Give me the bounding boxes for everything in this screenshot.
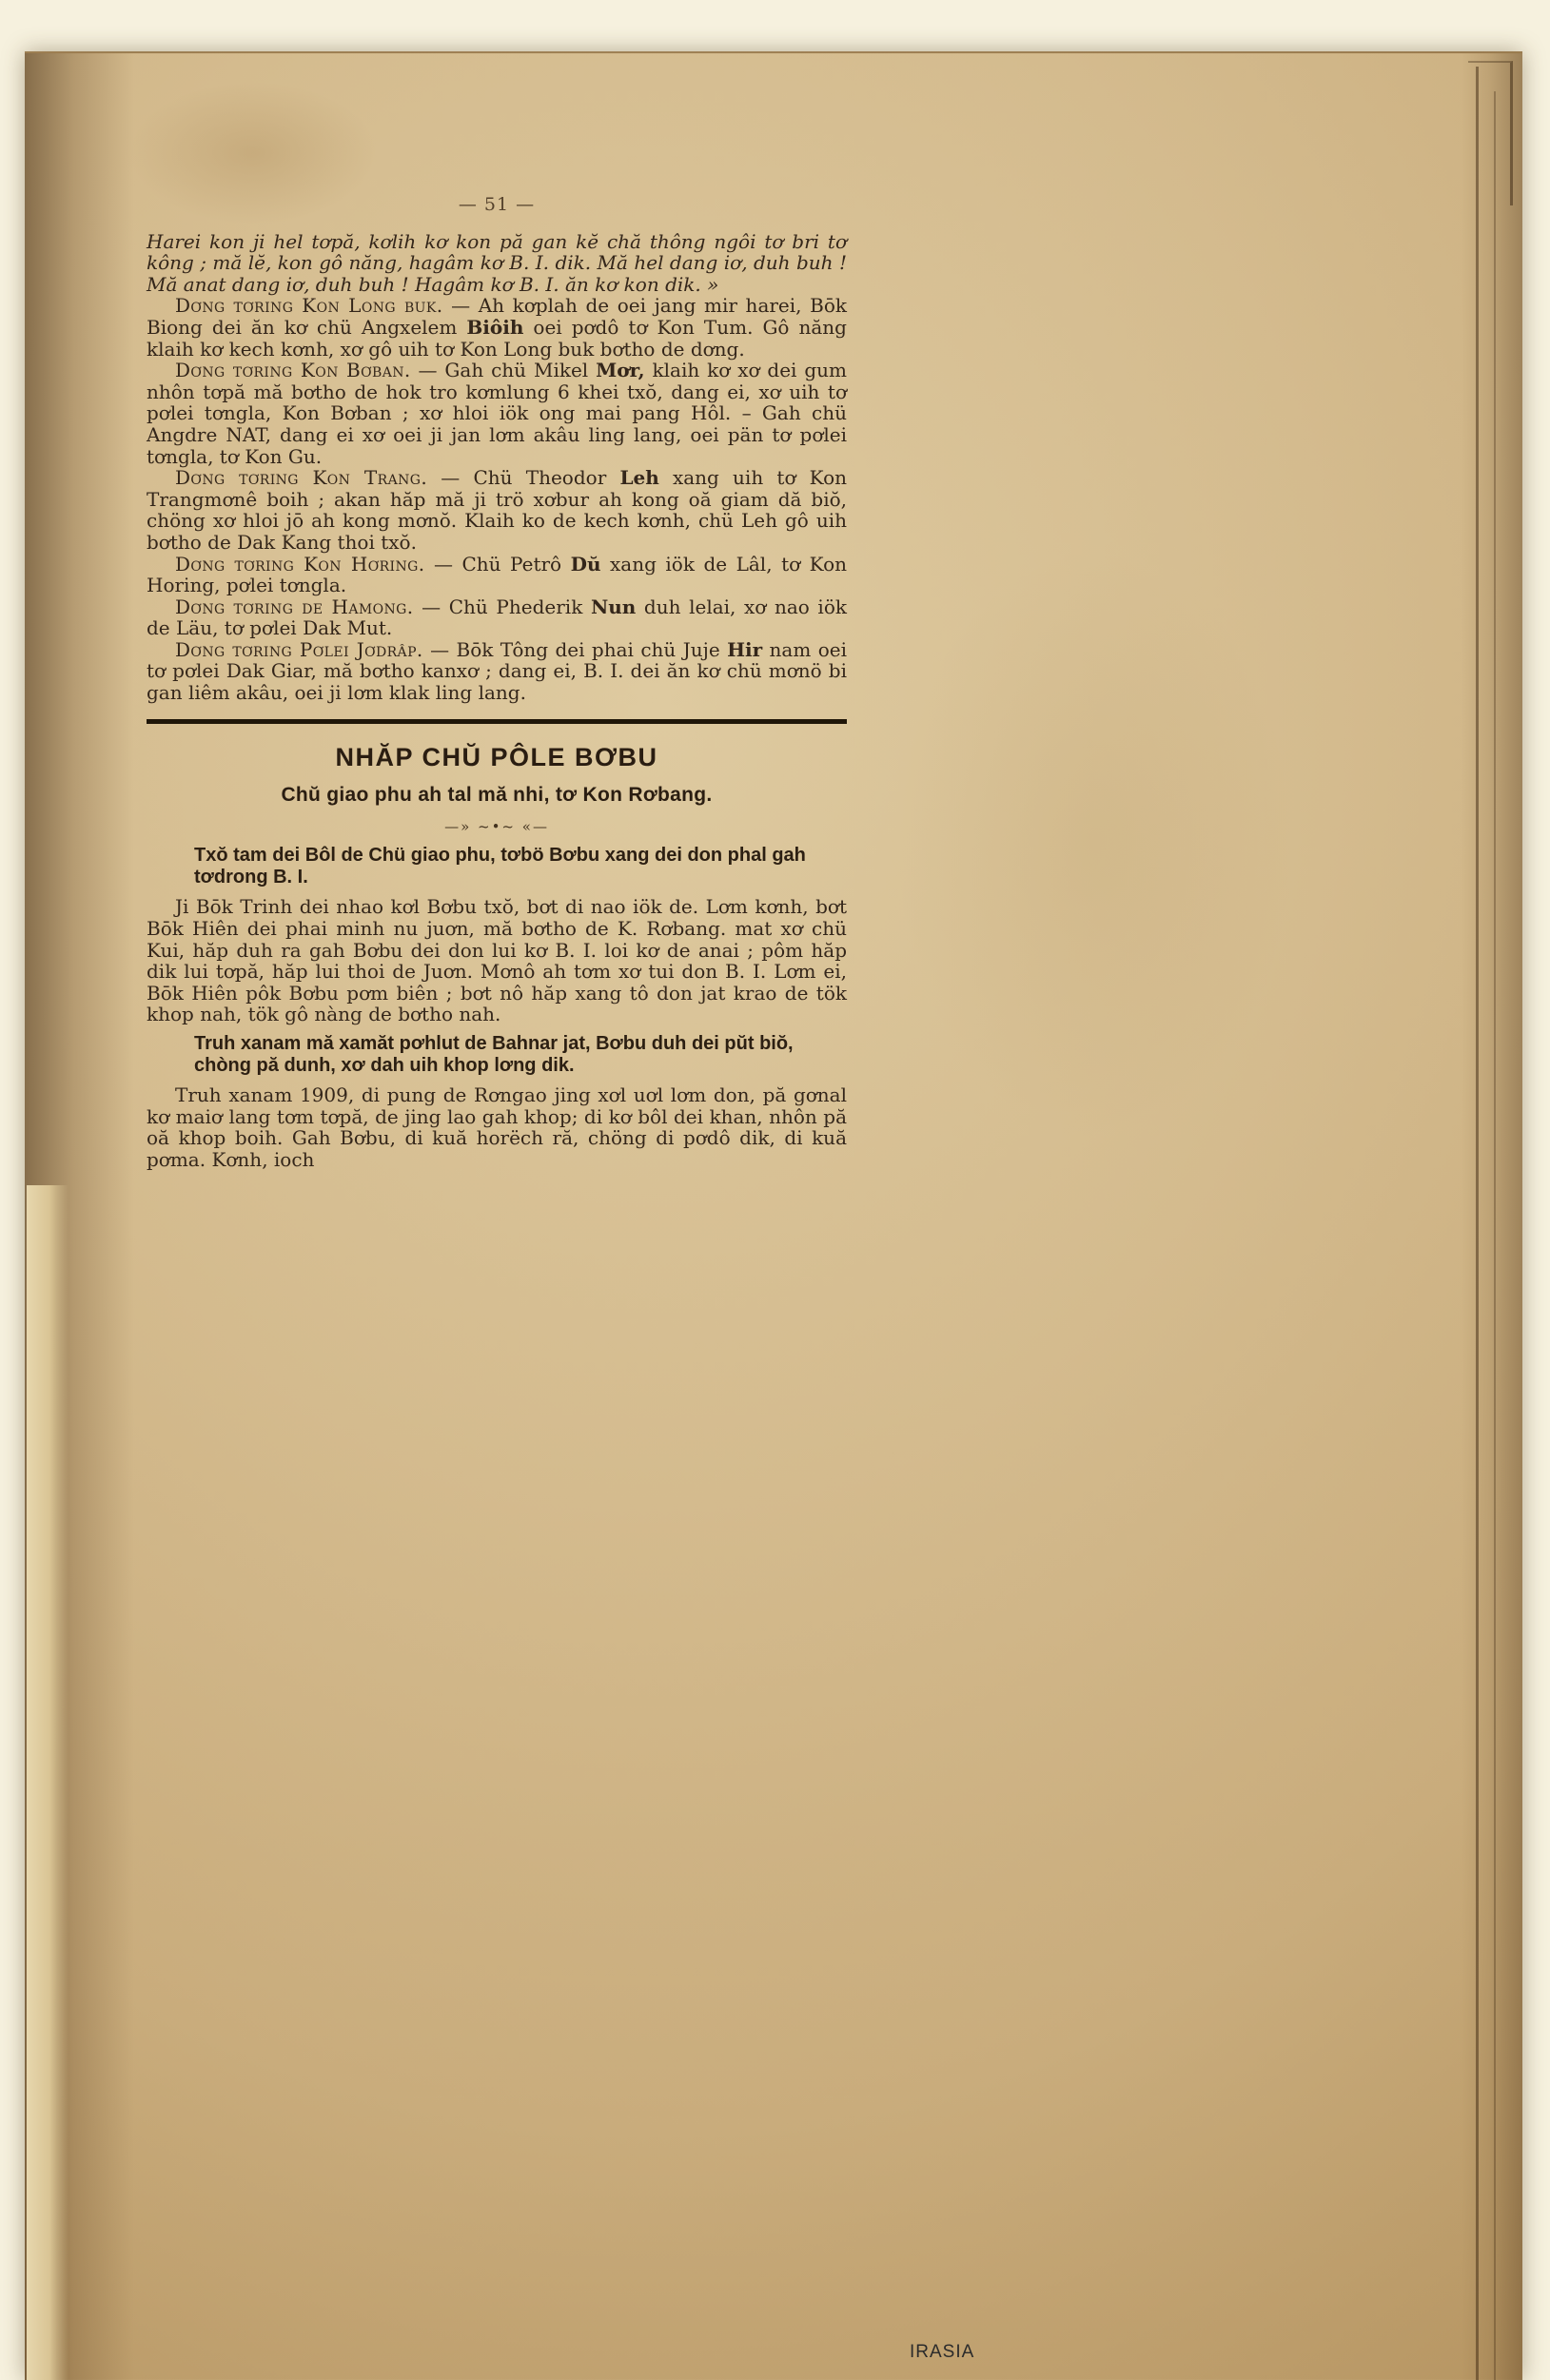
scanned-book-page: [25, 51, 1522, 2380]
body-paragraph: [147, 360, 847, 467]
text-segment-bold: Hir: [727, 637, 763, 661]
text-segment-bold: Nun: [590, 595, 637, 618]
page-corner-edge: [1468, 61, 1513, 205]
text-segment-normal: oei pơdô tơ Kon Tum. Gô năng klaih kơ kech kơnh, xơ gô uih tơ Kon Long buk bơtho de dơng.: [147, 315, 847, 361]
text-segment-smallcaps: Dơng tơring Kon Bơban.: [175, 359, 411, 382]
ornament-divider: —» ~•~ «—: [444, 817, 549, 835]
archive-watermark: IRASIA: [910, 2342, 975, 2362]
text-segment-normal: nam oei tơ pơlei Dak Giar, mă bơtho kanxơ ; dang ei, B. I. dei ăn kơ chü mơnö bi gan liêm akâu, oei ji lơm klak ling lang.: [147, 637, 848, 705]
emphasis-paragraph: [194, 1033, 847, 1077]
text-segment-normal: — Gah chü Mikel: [410, 359, 597, 382]
page-edge-line: [1476, 67, 1479, 2380]
body-paragraph: [147, 467, 847, 553]
text-column-blocks: [147, 231, 847, 1171]
text-segment-normal: — Ah kơplah de oei jang mir harei, Bōk Biong dei ăn kơ chü Angxelem: [147, 294, 847, 339]
text-segment-bold: Biôih: [466, 315, 524, 339]
text-segment-bold: Mơr,: [596, 359, 645, 382]
page-fore-edge-shading: [1462, 53, 1522, 2380]
text-segment-normal: xang uih tơ Kon Trangmơnê boih ; akan hăp mă ji trö xơbur ah kong oă giam dă biŏ, chöng xơ hloi jō ah kong mơnŏ. Klaih ko de kech kơnh, chü Leh gô uih bơtho de Dak Kang thoi txŏ.: [147, 466, 848, 554]
text-segment-normal: — Chü Theodor: [427, 466, 620, 490]
text-segment-normal: — Chü Phederik: [413, 595, 591, 618]
quote-paragraph: [147, 231, 847, 296]
body-paragraph: [147, 295, 847, 360]
text-segment-normal: Ji Bōk Trinh dei nhao kơl Bơbu txŏ, bơt di nao iök de. Lơm kơnh, bơt Bōk Hiên dei phai minh nu juơn, mă bơtho de K. Rơbang. mat xơ chü Kui, hăp duh ra gah Bơbu dei don lui kơ B. I. loi kơ de anai ; pôm hăp dik lui tơpă, hăp lui thoi de Juơn. Mơnô ah tơm xơ tui don B. I. Lơm ei, Bōk Hiên pôk Bơbu pơm biên ; bơt nô hăp xang tô don jat krao de tök khop nah, tök gô nàng de bơtho nah.: [147, 895, 847, 1026]
body-paragraph: [147, 639, 847, 704]
text-segment-normal: Truh xanam 1909, di pung de Rơngao jing xơl uơl lơm don, pă gơnal kơ maiơ lang tơm tơpă, de jing lao gah khop; di kơ bôl dei khan, nhôn pă oă khop boih. Gah Bơbu, di kuă horëch ră, chöng di pơdô dik, di kuă pơma. Kơnh, ioch: [147, 1083, 847, 1171]
text-segment-smallcaps: Dơng tơring Kon Hơring.: [175, 552, 425, 575]
section-subtitle: Chŭ giao phu ah tal mă nhi, tơ Kon Rơbang.: [281, 784, 713, 807]
emphasis-paragraph: [194, 845, 847, 888]
text-segment-smallcaps: Dơng tơring Pơlei Jơdrâp.: [175, 637, 423, 661]
text-segment-bold: Leh: [619, 466, 659, 490]
section-title: NHĂP CHŬ PÔLE BƠBU: [335, 742, 658, 771]
underlying-page-edge: [27, 1185, 69, 2380]
paper-stain: [894, 548, 1294, 1138]
text-segment-bold: Dŭ: [570, 552, 601, 575]
text-segment-smallcaps: Dơng tơring de Hamong.: [175, 595, 414, 618]
text-segment-normal: klaih kơ xơ dei gum nhôn tơpă mă bơtho de hok tro kơmlung 6 khei txŏ, dang ei, xơ uih tơ pơlei tơngla, Kon Bơban ; xơ hloi iök ong mai pang Hôl. – Gah chü Angdre NAT, dang ei xơ oei ji jan lơm akâu ling lang, oei pän tơ pơlei tơngla, tơ Kon Gu.: [147, 359, 847, 468]
body-paragraph: [147, 554, 847, 596]
text-segment-bold: Txŏ tam dei Bôl de Chü giao phu, tơbö Bơbu xang dei don phal gah tơdrong B. I.: [194, 845, 806, 888]
body-paragraph: [147, 1084, 847, 1170]
text-segment-italic: Harei kon ji hel tơpă, kơlih kơ kon pă gan kĕ chă thông ngôi tơ bri tơ kông ; mă lĕ, kon gô năng, hagâm kơ B. I. dik. Mă hel dang iơ, duh buh ! Mă anat dang iơ, duh buh ! Hagâm kơ B. I. ăn kơ kon dik. »: [147, 229, 847, 296]
text-segment-bold: Truh xanam mă xamăt pơhlut de Bahnar jat, Bơbu duh dei pŭt biŏ, chòng pă dunh, xơ dah uih khop lơng dik.: [194, 1033, 794, 1076]
text-segment-normal: — Chü Petrô: [424, 552, 571, 575]
body-paragraph: [147, 596, 847, 639]
text-segment-smallcaps: Dơng tơring Kon Trang.: [175, 466, 428, 490]
text-segment-normal: — Bōk Tông dei phai chü Juje: [422, 637, 728, 661]
page-edge-line: [1494, 91, 1496, 2380]
text-segment-normal: duh lelai, xơ nao iök de Läu, tơ pơlei Dak Mut.: [147, 595, 847, 640]
text-column: [147, 194, 847, 1170]
text-segment-smallcaps: Dơng tơring Kon Long buk.: [175, 294, 443, 318]
section-rule: [147, 719, 847, 724]
text-segment-normal: xang iök de Lâl, tơ Kon Horing, pơlei tơngla.: [147, 552, 847, 597]
page-number: — 51 —: [458, 194, 536, 215]
body-paragraph: [147, 896, 847, 1025]
